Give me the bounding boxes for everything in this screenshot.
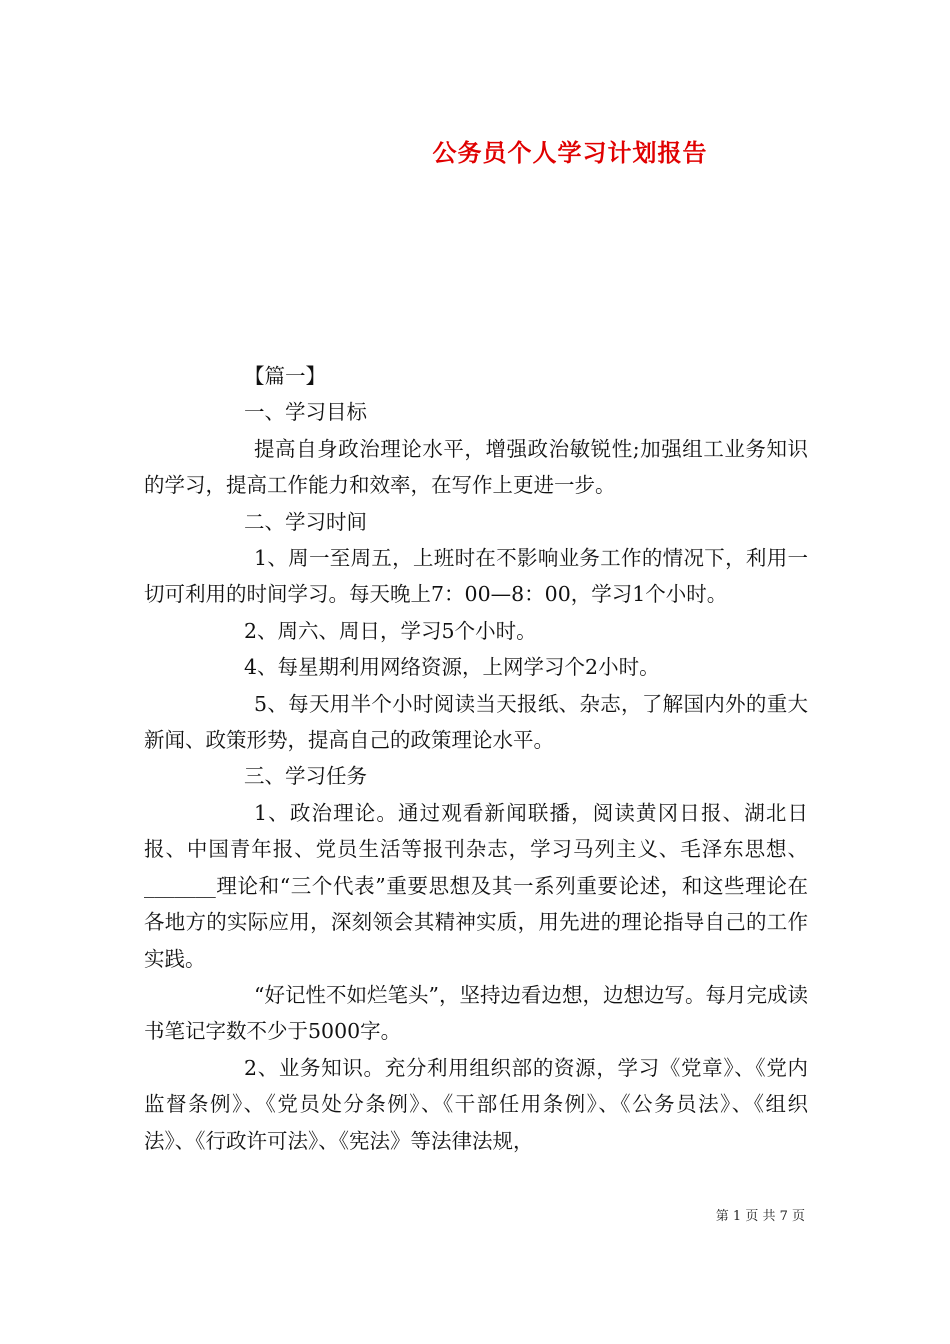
paragraph-weekday-time: 1、周一至周五，上班时在不影响业务工作的情况下，利用一切可利用的时间学习。每天晚上7：00—8：00，学习1个小时。 — [144, 546, 808, 607]
section-label: 【篇一】 — [244, 364, 326, 388]
paragraph-weekend-time: 2、周六、周日，学习5个小时。 — [244, 618, 537, 643]
paragraph-reading-notes: “好记性不如烂笔头”，坚持边看边想，边想边写。每月完成读书笔记字数不少于5000字。 — [144, 982, 808, 1044]
heading-study-tasks: 三、学习任务 — [244, 764, 367, 789]
paragraph-online-study: 4、每星期利用网络资源，上网学习个2小时。 — [244, 655, 660, 680]
paragraph-daily-reading: 5、每天用半个小时阅读当天报纸、杂志，了解国内外的重大新闻、政策形势，提高自己的政策理论水平。 — [144, 691, 808, 753]
document-body — [144, 358, 808, 1159]
paragraph-political-theory: 1、政治理论。通过观看新闻联播，阅读黄冈日报、湖北日报、中国青年报、党员生活等报刊杂志，学习马列主义、毛泽东思想、_______理论和“三个代表”重要思想及其一系列重要论述，和这些理论在各地方的实际应用，深刻领会其精神实质，用先进的理论指导自己的工作实践。 — [144, 800, 808, 971]
heading-study-goal: 一、学习目标 — [244, 400, 367, 425]
paragraph-study-goal: 提高自身政治理论水平，增强政治敏锐性;加强组工业务知识的学习，提高工作能力和效率，在写作上更进一步。 — [144, 436, 808, 498]
paragraph-business-knowledge: 2、业务知识。充分利用组织部的资源，学习《党章》、《党内监督条例》、《党员处分条例》、《干部任用条例》、《公务员法》、《组织法》、《行政许可法》、《宪法》等法律法规， — [144, 1055, 808, 1153]
document-title: 公务员个人学习计划报告 — [432, 138, 708, 167]
page-number: 第 1 页 共 7 页 — [715, 1209, 805, 1224]
heading-study-time: 二、学习时间 — [244, 509, 367, 534]
